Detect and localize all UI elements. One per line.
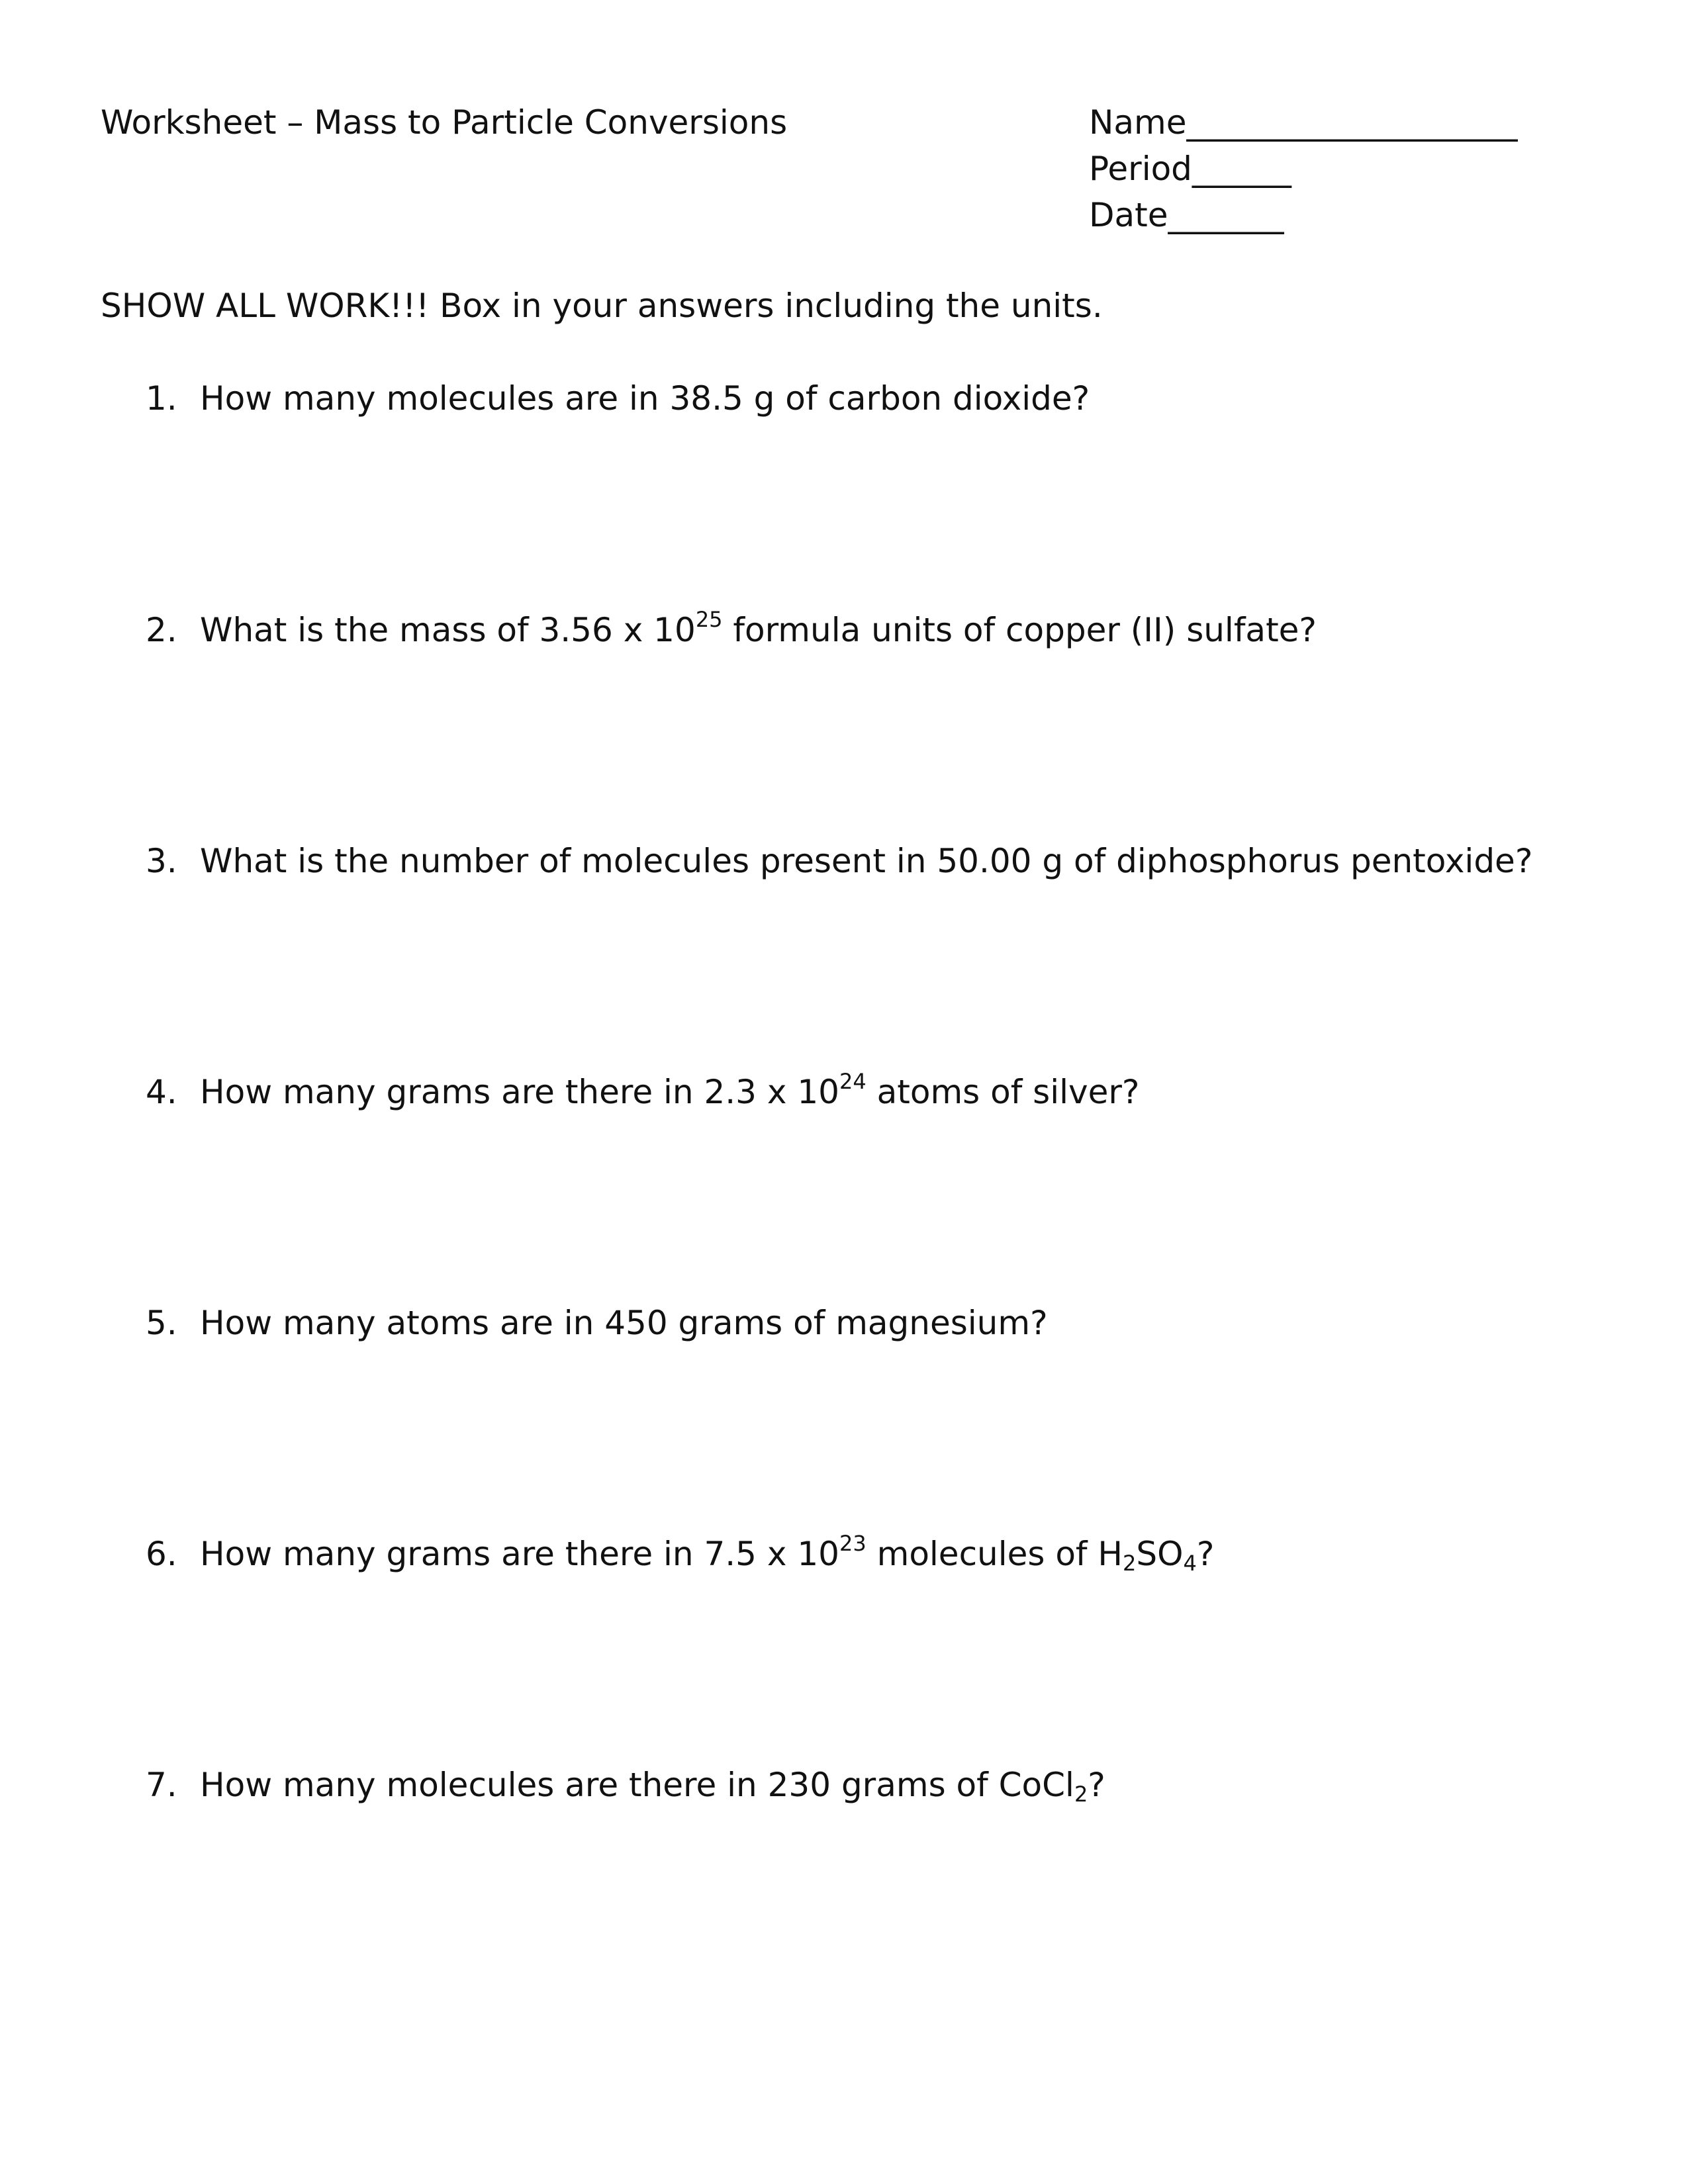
question-5 (146, 1300, 1048, 1346)
exponent: 23 (839, 1531, 867, 1556)
question-text: How many atoms are in 450 grams of magnesium? (200, 1304, 1048, 1342)
question-number: 2. (146, 611, 177, 649)
question-4 (146, 1069, 1139, 1115)
question-3 (146, 838, 1532, 884)
question-7 (146, 1762, 1105, 1808)
date-field[interactable]: Date_______ (1089, 196, 1284, 234)
name-field[interactable]: Name____________________ (1089, 103, 1518, 142)
question-2 (146, 607, 1317, 653)
question-number: 6. (146, 1535, 177, 1573)
question-text: How many molecules are in 38.5 g of carbon dioxide? (200, 379, 1090, 418)
exponent: 25 (695, 607, 723, 632)
question-text: What is the number of molecules present in 50.00 g of diphosphorus pentoxide? (200, 842, 1533, 880)
question-number: 4. (146, 1073, 177, 1111)
question-text-middle-2: SO (1136, 1535, 1184, 1573)
subscript: 4 (1183, 1551, 1197, 1576)
question-text-start: How many molecules are there in 230 grams of CoCl (200, 1766, 1074, 1804)
question-text-end: atoms of silver? (866, 1073, 1140, 1111)
period-field[interactable]: Period______ (1089, 150, 1291, 188)
instructions-text: SHOW ALL WORK!!! Box in your answers including the units. (101, 287, 1103, 325)
question-6 (146, 1531, 1214, 1577)
question-number: 7. (146, 1766, 177, 1804)
worksheet-title: Worksheet – Mass to Particle Conversions (101, 103, 788, 142)
question-text-end: ? (1088, 1766, 1105, 1804)
subscript: 2 (1074, 1782, 1088, 1807)
exponent: 24 (839, 1069, 867, 1094)
question-1 (146, 375, 1090, 422)
subscript: 2 (1123, 1551, 1137, 1576)
question-text-start: What is the mass of 3.56 x 10 (200, 611, 696, 649)
question-number: 3. (146, 842, 177, 880)
question-text-middle: molecules of H (866, 1535, 1123, 1573)
question-text-end: formula units of copper (II) sulfate? (722, 611, 1317, 649)
question-number: 1. (146, 379, 177, 418)
question-number: 5. (146, 1304, 177, 1342)
question-text-start: How many grams are there in 2.3 x 10 (200, 1073, 839, 1111)
student-info-block (1089, 99, 1518, 238)
question-text-start: How many grams are there in 7.5 x 10 (200, 1535, 839, 1573)
question-text-end: ? (1196, 1535, 1215, 1573)
